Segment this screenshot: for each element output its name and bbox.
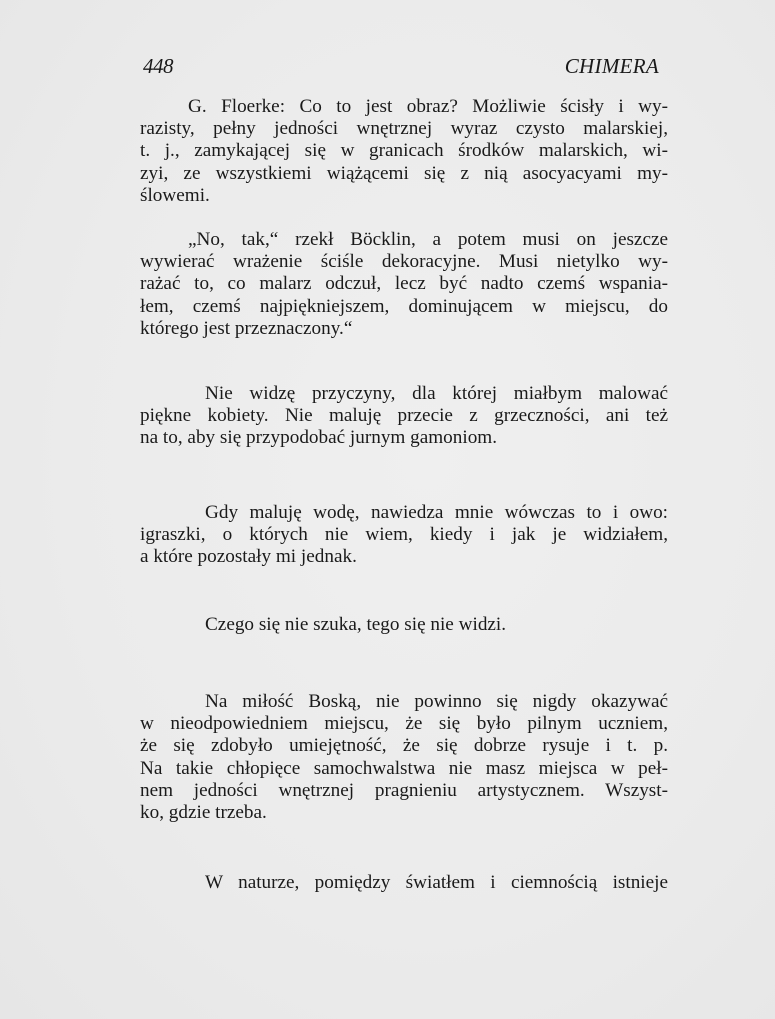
paragraph-nature-light: [140, 872, 668, 894]
page-header: [143, 52, 659, 82]
text-line: Na miłość Boską, nie powinno się nigdy okazywać: [205, 691, 668, 712]
paragraph-beautiful-women: [140, 383, 668, 450]
text-line: nem jedności wnętrznej pragnieniu artystycznem. Wszyst-: [140, 779, 668, 801]
text-line: na to, aby się przypodobać jurnym gamoniom.: [140, 427, 498, 449]
text-line: a które pozostały mi jednak.: [140, 546, 357, 568]
line-text: Co to jest obraz? Możliwie ścisły i wy-: [299, 96, 668, 117]
text-line: w nieodpowiedniem miejscu, że się było pilnym uczniem,: [140, 713, 668, 735]
running-title: CHIMERA: [564, 54, 659, 78]
text-line: którego jest przeznaczony.“: [140, 317, 353, 339]
paragraph-for-gods-sake: [140, 691, 668, 824]
text-line: że się zdobyło umiejętność, że się dobrze rysuje i t. p.: [140, 735, 668, 757]
paragraph-floerke: [140, 96, 668, 207]
text-line: Gdy maluję wodę, nawiedza mnie wówczas to i owo:: [205, 502, 668, 523]
text-line: Czego się nie szuka, tego się nie widzi.: [205, 614, 507, 635]
paragraph-seeking: [140, 614, 668, 636]
speaker-name: G. Floerke:: [188, 96, 286, 117]
page-number: 448: [143, 54, 173, 78]
text-line: łem, czemś najpiękniejszem, dominującem w miejscu, do: [140, 295, 668, 317]
text-line: ko, gdzie trzeba.: [140, 802, 267, 824]
text-line: t. j., zamykającej się w granicach środków malarskich, wi-: [140, 140, 668, 162]
text-line: piękne kobiety. Nie maluję przecie z grzeczności, ani też: [140, 405, 668, 427]
text-line: Nie widzę przyczyny, dla której miałbym malować: [205, 383, 668, 404]
text-line: Na takie chłopięce samochwalstwa nie masz miejsca w peł-: [140, 757, 668, 779]
text-line: rażać to, co malarz odczuł, lecz być nadto czemś wspania-: [140, 273, 668, 295]
text-line: zyi, ze wszystkiemi wiążącemi się z nią asocyacyami my-: [140, 162, 668, 184]
text-line: [140, 96, 668, 118]
text-line: wywierać wrażenie ściśle dekoracyjne. Musi nietylko wy-: [140, 251, 668, 273]
text-line: „No, tak,“ rzekł Böcklin, a potem musi on jeszcze: [188, 229, 668, 250]
paragraph-painting-water: [140, 502, 668, 569]
paragraph-bocklin-quote: [140, 229, 668, 340]
text-line: W naturze, pomiędzy światłem i ciemnością istnieje: [205, 872, 668, 893]
text-line: razisty, pełny jedności wnętrznej wyraz czysto malarskiej,: [140, 118, 668, 140]
text-line: ślowemi.: [140, 184, 210, 206]
text-line: igraszki, o których nie wiem, kiedy i jak je widziałem,: [140, 524, 668, 546]
